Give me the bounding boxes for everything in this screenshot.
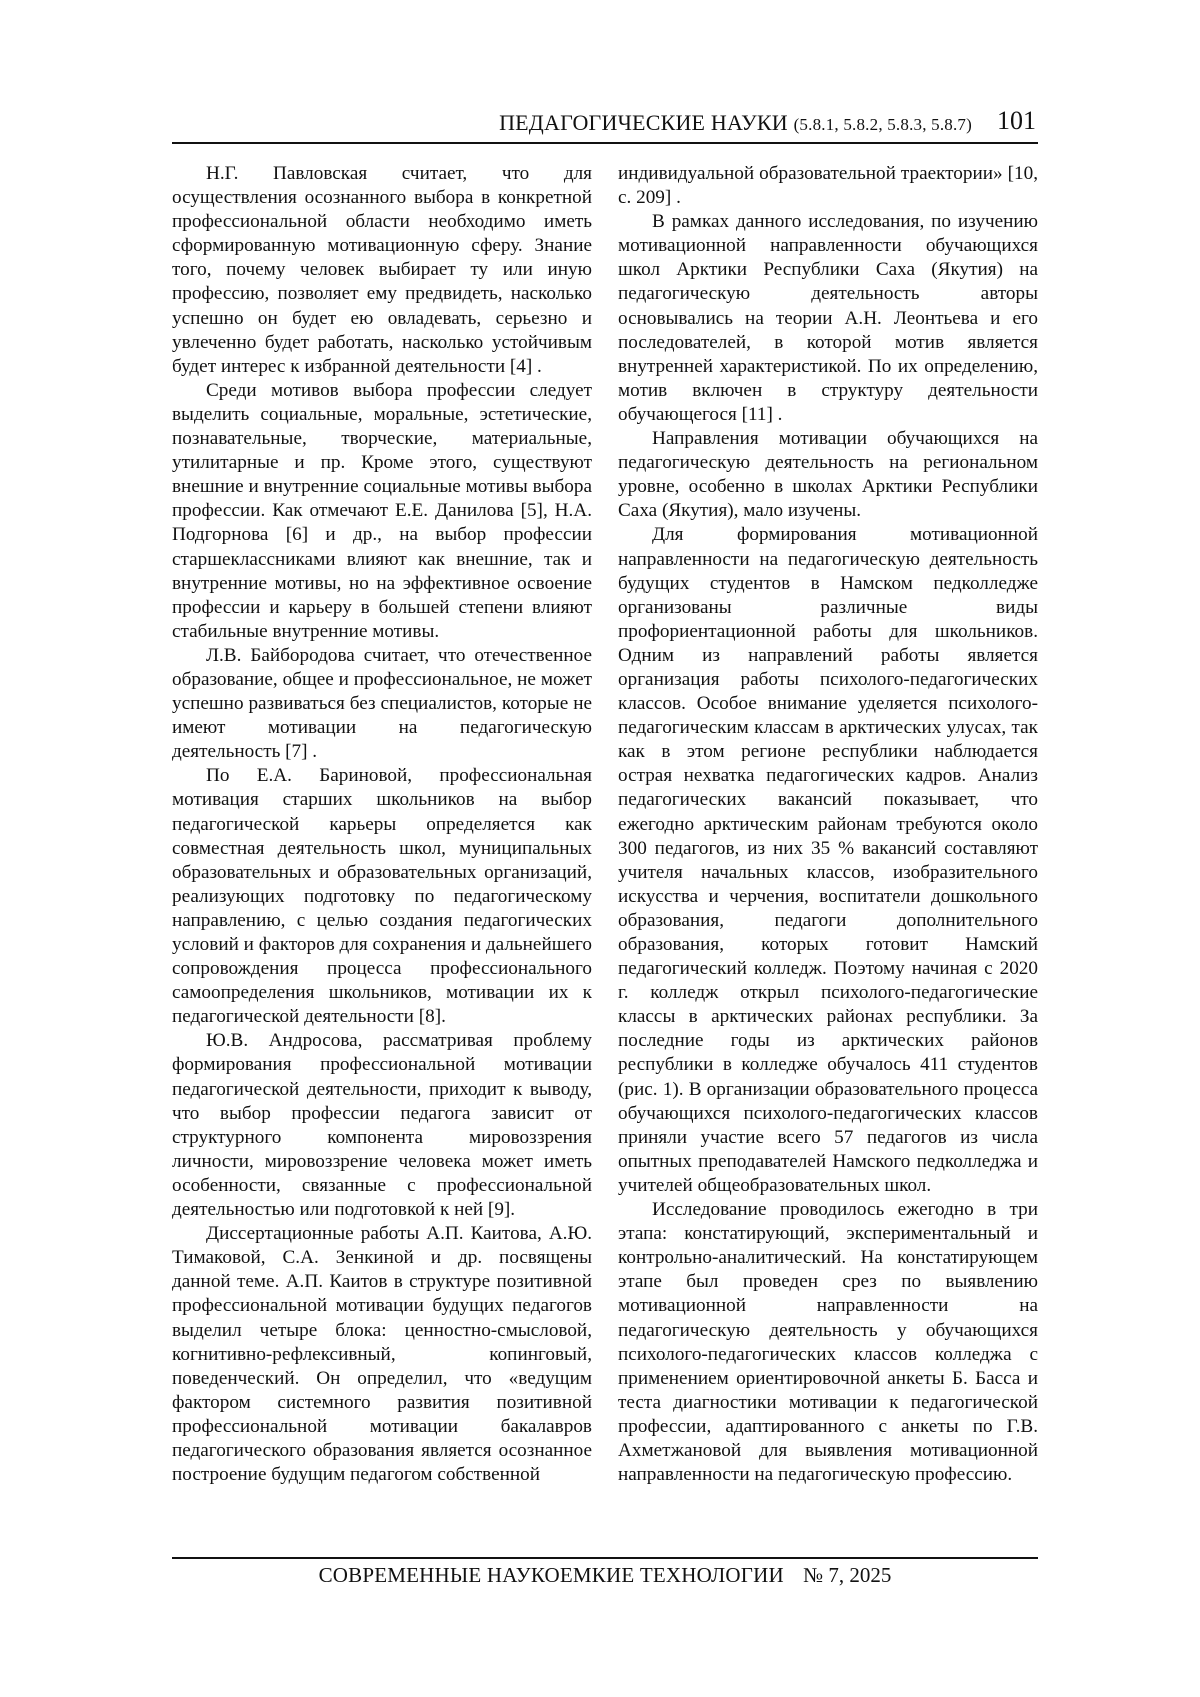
issue-number: № 7, 2025 [803, 1563, 892, 1587]
paragraph: Для формирования мотивационной направленности на педагогическую деятельность будущих студентов в Намском педколледже организованы различные виды профориентационной работы для школьников. Одним из направлений работы является организация работы психолого-педагогических классов. Особое внимание уделяется психолого-педагогическим классам в арктических улусах, так как в этом регионе республики наблюдается острая нехватка педагогических кадров. Анализ педагогических вакансий показывает, что ежегодно арктическим районам требуются около 300 педагогов, из них 35 % вакансий составляют учителя начальных классов, изобразительного искусства и черчения, воспитатели дошкольного образования, педагоги дополнительного образования, которых готовит Намский педагогический колледж. Поэтому начиная с 2020 г. колледж открыл психолого-педагогические классы в арктических районах республики. За последние годы из арктических районов республики в колледже обучалось 411 студентов (рис. 1). В организации образовательного процесса обучающихся психолого-педагогических классов приняли участие всего 57 педагогов из числа опытных преподавателей Намского педколледжа и учителей общеобразовательных школ. [618, 524, 1038, 1196]
page-number: 101 [997, 106, 1036, 135]
section-title-text: ПЕДАГОГИЧЕСКИЕ НАУКИ [499, 110, 788, 135]
paragraph: Среди мотивов выбора профессии следует выделить социальные, моральные, эстетические, познавательные, творческие, материальные, утилитарные и пр. Кроме этого, существуют внешние и внутренние социальные мотивы выбора профессии. Как отмечают Е.Е. Данилова [5], Н.А. Подгорнова [6] и др., на выбор профессии старшеклассниками влияют как внешние, так и внутренние мотивы, но на эффективное освоение профессии и карьеру в большей степени влияют стабильные внутренние мотивы. [172, 379, 592, 642]
paragraph: По Е.А. Бариновой, профессиональная мотивация старших школьников на выбор педагогической карьеры определяется как совместная деятельность школ, муниципальных образовательных и образовательных организаций, реализующих подготовку по педагогическому направлению, с целью создания педагогических условий и факторов для сохранения и дальнейшего сопровождения процесса профессионального самоопределения школьников, мотивации их к педагогической деятельности [8]. [172, 765, 592, 1028]
paragraph: В рамках данного исследования, по изучению мотивационной направленности обучающихся школ Арктики Республики Саха (Якутия) на педагогическую деятельность авторы основывались на теории А.Н. Леонтьева и его последователей, в которой мотив является внутренней характеристикой. По их определению, мотив включен в структуру деятельности обучающегося [11] . [618, 211, 1038, 425]
running-header [172, 108, 1038, 144]
paragraph: Направления мотивации обучающихся на педагогическую деятельность на региональном уровне, особенно в школах Арктики Республики Саха (Якутия), мало изучены. [618, 428, 1038, 522]
paragraph: Диссертационные работы А.П. Каитова, А.Ю. Тимаковой, С.А. Зенкиной и др. посвящены данной теме. А.П. Каитов в структуре позитивной профессиональной мотивации будущих педагогов выделил четыре блока: ценностно-смысловой, когнитивно-рефлексивный, копинговый, поведенческий. Он определил, что «ведущим фактором системного развития позитивной профессиональной мотивации бакалавров педагогического образования является осознанное построение будущим педагогом собственной [172, 1223, 592, 1486]
paragraph-continuation: индивидуальной образовательной траектории» [10, с. 209] . [618, 163, 1038, 209]
specialty-codes: (5.8.1, 5.8.2, 5.8.3, 5.8.7) [793, 115, 972, 134]
paragraph: Ю.В. Андросова, рассматривая проблему формирования профессиональной мотивации педагогической деятельности, приходит к выводу, что выбор профессии педагога зависит от структурного компонента мировоззрения личности, мировоззрение человека может иметь особенности, связанные с профессиональной деятельностью или подготовкой к ней [9]. [172, 1030, 592, 1221]
right-column [618, 162, 1038, 1487]
running-footer [172, 1557, 1038, 1588]
paragraph: Л.В. Байбородова считает, что отечественное образование, общее и профессиональное, не может успешно развиваться без специалистов, которые не имеют мотивации на педагогическую деятельность [7] . [172, 644, 592, 763]
paragraph: Исследование проводилось ежегодно в три этапа: констатирующий, экспериментальный и контрольно-аналитический. На констатирующем этапе был проведен срез по выявлению мотивационной направленности на педагогическую деятельность у обучающихся психолого-педагогических классов колледжа с применением ориентировочной анкеты Б. Басса и теста диагностики мотивации к педагогической профессии, адаптированного с анкеты по Г.В. Ахметжановой для выявления мотивационной направленности на педагогическую профессию. [618, 1199, 1038, 1486]
section-title [172, 110, 972, 136]
left-column [172, 162, 592, 1487]
journal-title: СОВРЕМЕННЫЕ НАУКОЕМКИЕ ТЕХНОЛОГИИ [318, 1563, 784, 1587]
paragraph: Н.Г. Павловская считает, что для осуществления осознанного выбора в конкретной профессиональной области необходимо иметь сформированную мотивационную сферу. Знание того, почему человек выбирает ту или иную профессию, позволяет ему предвидеть, насколько успешно он будет ею овладевать, серьезно и увлеченно будет работать, насколько устойчивым будет интерес к избранной деятельности [4] . [172, 163, 592, 377]
